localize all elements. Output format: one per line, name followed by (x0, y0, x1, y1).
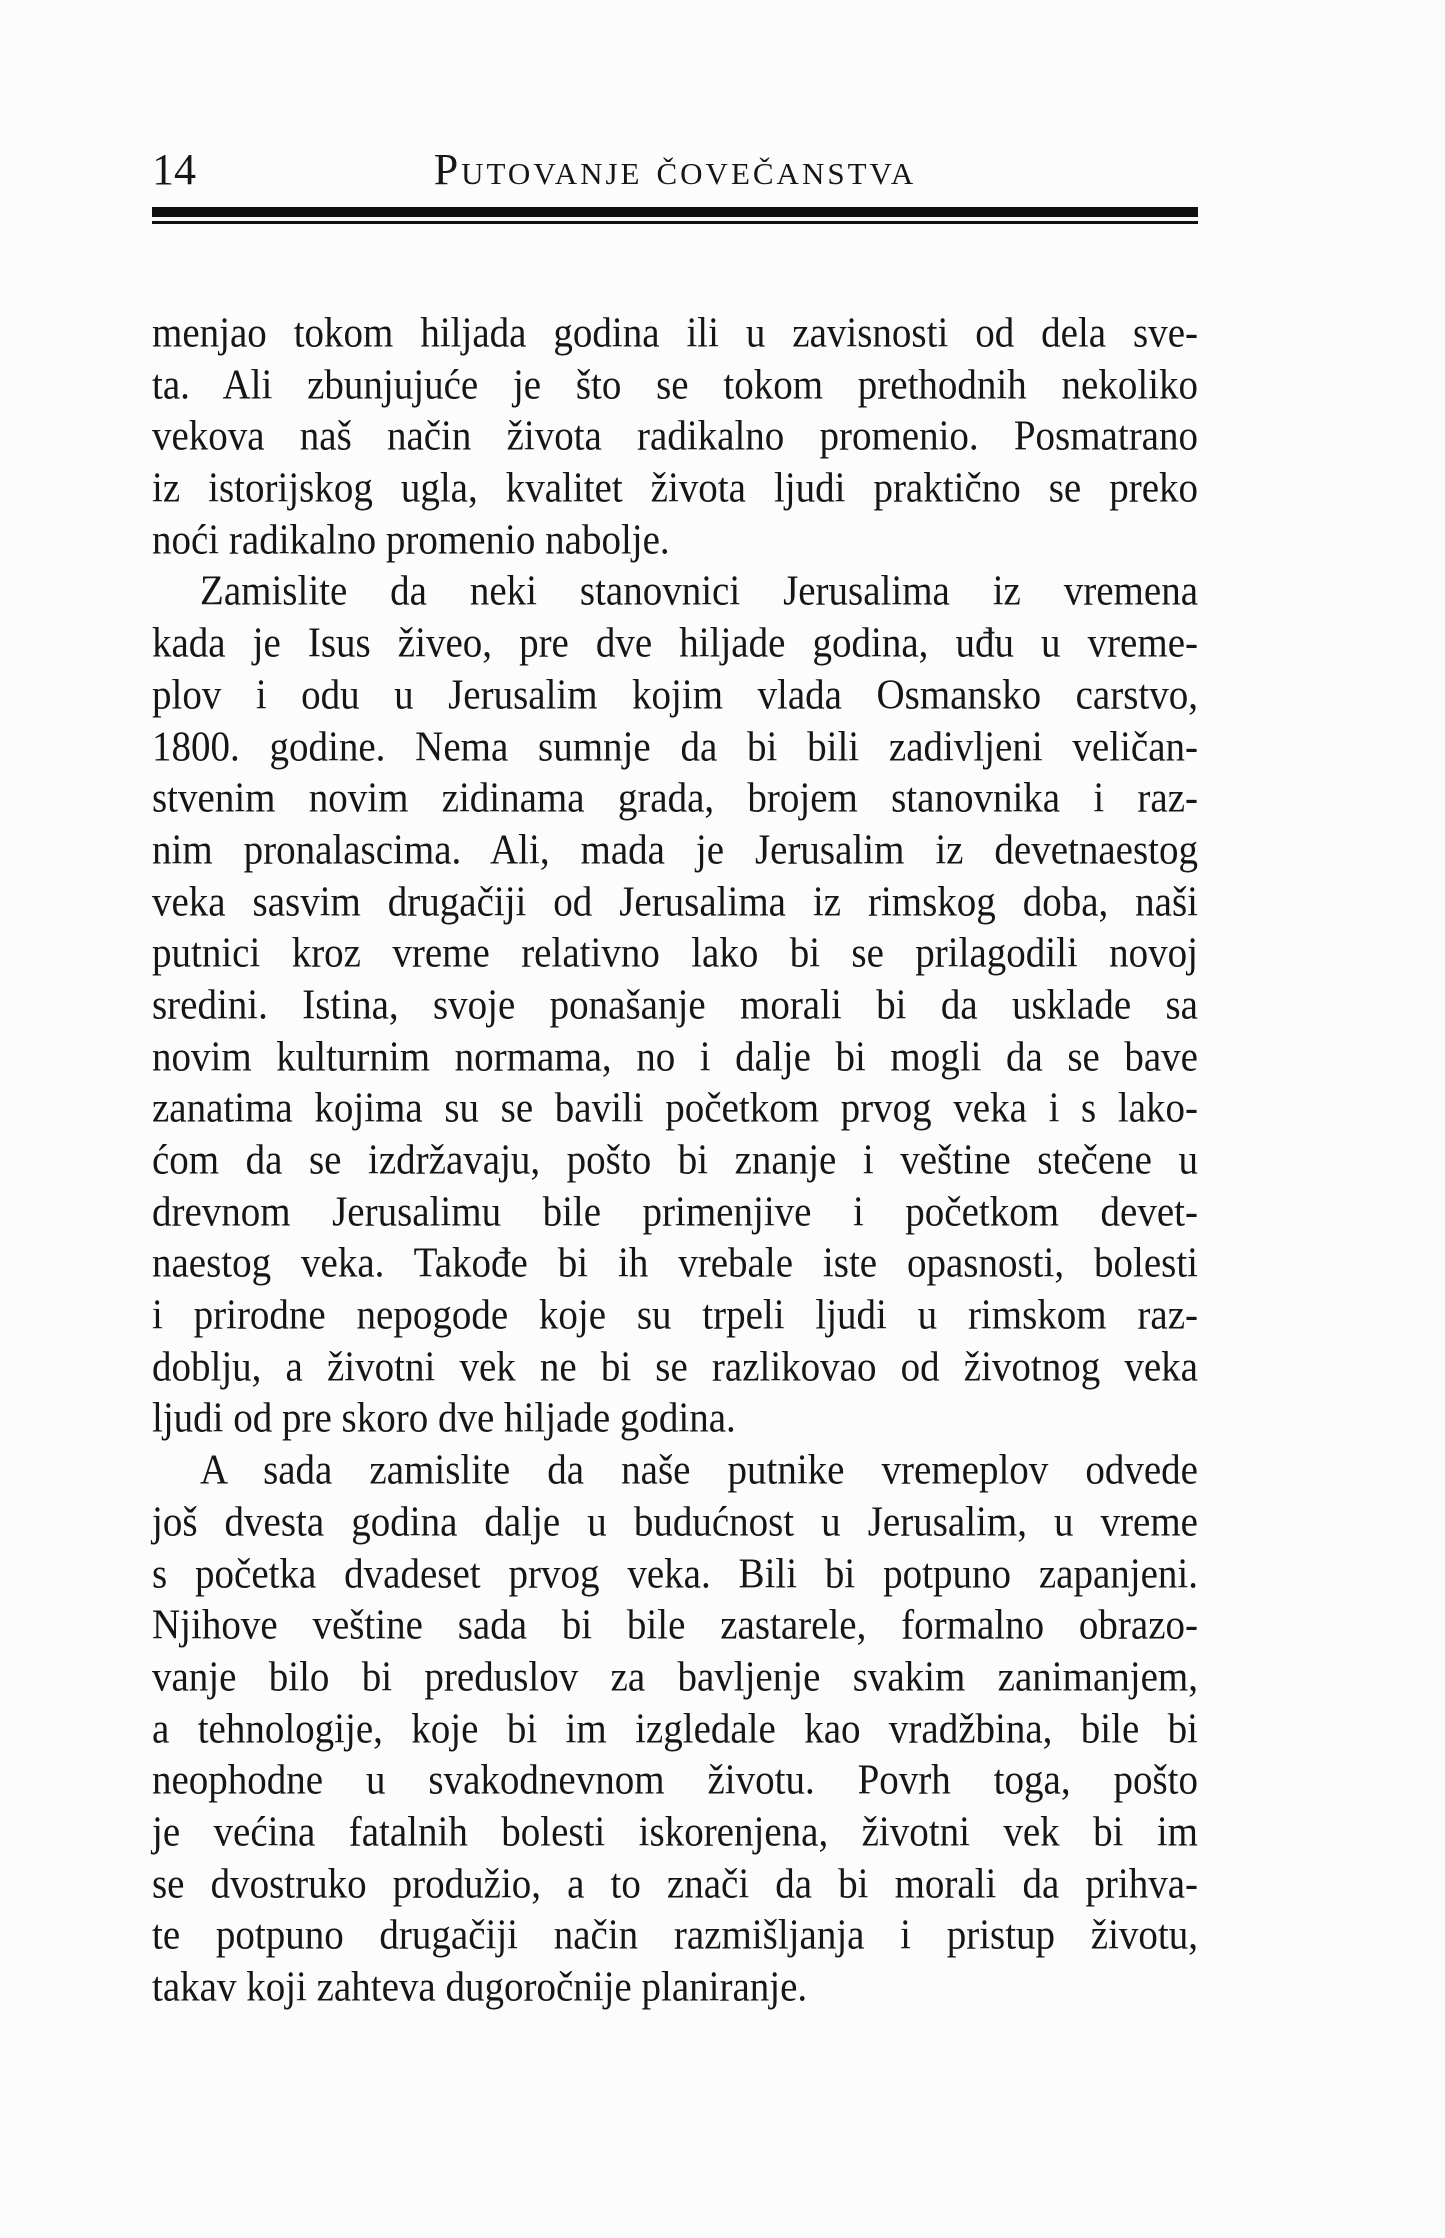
text-line: s početka dvadeset prvog veka. Bili bi potpuno zapanjeni. (152, 1550, 1198, 1597)
text-line: iz istorijskog ugla, kvalitet života ljudi praktično se preko (152, 464, 1198, 512)
text-line: plov i odu u Jerusalim kojim vlada Osmansko carstvo, (152, 671, 1198, 719)
paragraph (152, 1445, 1198, 2014)
text-line: i prirodne nepogode koje su trpeli ljudi u rimskom raz- (152, 1291, 1198, 1339)
text-line: sredini. Istina, svoje ponašanje morali bi da usklade sa (152, 981, 1198, 1029)
running-head (152, 145, 1198, 194)
running-title: Putovanje čovečanstva (433, 145, 917, 194)
text-line: te potpuno drugačiji način razmišljanja i pristup životu, (152, 1912, 1198, 1959)
text-line: noći radikalno promenio nabolje. (152, 516, 670, 564)
page-number: 14 (152, 145, 196, 194)
text-line: još dvesta godina dalje u budućnost u Jerusalim, u vreme (152, 1498, 1198, 1546)
paragraph (152, 566, 1198, 1445)
text-line: veka sasvim drugačiji od Jerusalima iz rimskog doba, naši (152, 878, 1198, 925)
text-line: putnici kroz vreme relativno lako bi se prilagodili novoj (152, 930, 1198, 977)
paragraph (152, 308, 1198, 566)
text-line: ljudi od pre skoro dve hiljade godina. (152, 1395, 736, 1442)
header-rule-thin (152, 221, 1198, 224)
text-line: nim pronalascima. Ali, mada je Jerusalim iz devetnaestog (152, 826, 1198, 874)
text-line: neophodne u svakodnevnom životu. Povrh toga, pošto (152, 1757, 1198, 1804)
text-line: novim kulturnim normama, no i dalje bi mogli da se bave (152, 1033, 1198, 1080)
text-line: ćom da se izdržavaju, pošto bi znanje i veštine stečene u (152, 1136, 1198, 1184)
text-line: menjao tokom hiljada godina ili u zavisnosti od dela sve- (152, 309, 1198, 357)
text-line: zanatima kojima su se bavili početkom prvog veka i s lako- (152, 1085, 1198, 1132)
text-line: A sada zamislite da naše putnike vremeplov odvede (200, 1446, 1198, 1494)
text-line: 1800. godine. Nema sumnje da bi bili zadivljeni veličan- (152, 723, 1198, 770)
body-text (152, 308, 1198, 2014)
text-line: naestog veka. Takođe bi ih vrebale iste opasnosti, bolesti (152, 1240, 1198, 1287)
text-line: se dvostruko produžio, a to znači da bi morali da prihva- (152, 1860, 1198, 1907)
header-rule (152, 207, 1198, 224)
text-line: kada je Isus živeo, pre dve hiljade godina, uđu u vreme- (152, 619, 1198, 667)
text-line: Zamislite da neki stanovnici Jerusalima iz vremena (200, 568, 1198, 615)
text-line: doblju, a životni vek ne bi se razlikovao od životnog veka (152, 1343, 1198, 1391)
text-line: ta. Ali zbunjujuće je što se tokom prethodnih nekoliko (152, 361, 1198, 408)
text-line: stvenim novim zidinama grada, brojem stanovnika i raz- (152, 775, 1198, 822)
text-line: takav koji zahteva dugoročnije planiranje. (152, 1963, 808, 2011)
header-rule-thick (152, 207, 1198, 217)
text-line: je većina fatalnih bolesti iskorenjena, životni vek bi im (152, 1808, 1198, 1856)
text-line: a tehnologije, koje bi im izgledale kao vradžbina, bile bi (152, 1705, 1198, 1752)
text-line: drevnom Jerusalimu bile primenjive i početkom devet- (152, 1188, 1198, 1235)
text-line: vanje bilo bi preduslov za bavljenje svakim zanimanjem, (152, 1653, 1198, 1701)
text-line: vekova naš način života radikalno promenio. Posmatrano (152, 413, 1198, 460)
text-line: Njihove veštine sada bi bile zastarele, formalno obrazo- (152, 1602, 1198, 1649)
